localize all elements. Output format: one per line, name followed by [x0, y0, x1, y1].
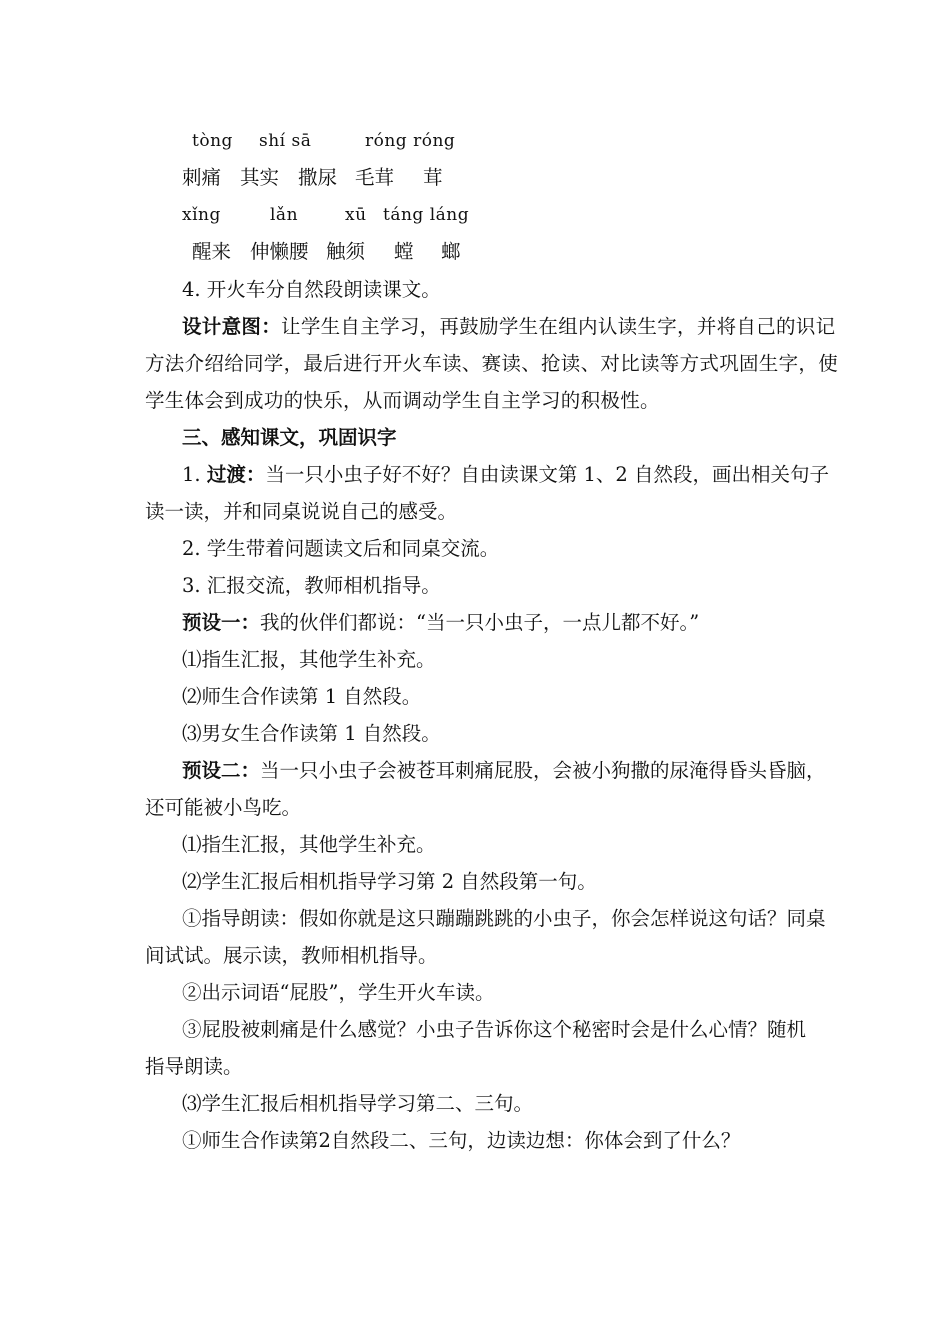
- sub-1-line2: 间试试。展示读，教师相机指导。: [145, 944, 438, 967]
- pinyin-rong-rong: róng róng: [365, 131, 456, 151]
- section-heading: 三、感知课文，巩固识字: [182, 426, 397, 449]
- pinyin-xing: xǐng: [182, 205, 221, 225]
- item-1-line1: [182, 463, 829, 487]
- item-1-text1: 当一只小虫子好不好？自由读课文第 1、2 自然段，画出相关句子: [265, 463, 830, 486]
- preset-2-line1: [182, 759, 826, 783]
- pinyin-xu: xū: [345, 205, 367, 225]
- word-saniao: 撒尿: [298, 166, 338, 189]
- pinyin-tong: tòng: [192, 131, 233, 151]
- design-intent-line3: 学生体会到成功的快乐，从而调动学生自主学习的积极性。: [145, 389, 660, 412]
- word-chuxu: 触须: [326, 240, 366, 263]
- preset-1-label: 预设一：: [182, 611, 261, 634]
- word-tang: 螳: [394, 240, 414, 263]
- preset-1-step-1: ⑴指生汇报，其他学生补充。: [182, 648, 436, 671]
- preset-2-line2: 还可能被小鸟吃。: [145, 796, 302, 819]
- preset-1: [182, 611, 699, 635]
- word-shenlanyao: 伸懒腰: [250, 240, 309, 263]
- preset-2-step-2: ⑵学生汇报后相机指导学习第 2 自然段第一句。: [182, 870, 597, 893]
- sub-3-line2: 指导朗读。: [145, 1055, 243, 1078]
- preset-1-step-2: ⑵师生合作读第 1 自然段。: [182, 685, 422, 708]
- design-intent-label: 设计意图：: [182, 315, 282, 338]
- sub-2: ②出示词语“屁股”，学生开火车读。: [182, 981, 495, 1004]
- word-rong: 茸: [423, 166, 443, 189]
- preset-2-step-1: ⑴指生汇报，其他学生补充。: [182, 833, 436, 856]
- word-qishi: 其实: [240, 166, 280, 189]
- item-2: 2. 学生带着问题读文后和同桌交流。: [182, 537, 500, 560]
- item-1-label: 过渡：: [206, 463, 266, 486]
- step-3b: ⑶学生汇报后相机指导学习第二、三句。: [182, 1092, 534, 1115]
- design-intent-line1: [182, 315, 835, 339]
- preset-2-label: 预设二：: [182, 759, 261, 782]
- preset-1-text: 我的伙伴们都说：“当一只小虫子，一点儿都不好。”: [260, 611, 700, 634]
- item-1-num: 1.: [182, 463, 201, 486]
- preset-2-text1: 当一只小虫子会被苍耳刺痛屁股，会被小狗撒的尿淹得昏头昏脑，: [260, 759, 826, 782]
- pinyin-shi-sa: shí sā: [259, 131, 312, 151]
- sub-4: ①师生合作读第2自然段二、三句，边读边想：你体会到了什么？: [182, 1129, 741, 1152]
- item-3: 3. 汇报交流，教师相机指导。: [182, 574, 441, 597]
- preset-1-step-3: ⑶男女生合作读第 1 自然段。: [182, 722, 441, 745]
- pinyin-tang-lang: táng láng: [383, 205, 470, 225]
- sub-1-line1: ①指导朗读：假如你就是这只蹦蹦跳跳的小虫子，你会怎样说这句话？同桌: [182, 907, 826, 930]
- design-intent-line2: 方法介绍给同学，最后进行开火车读、赛读、抢读、对比读等方式巩固生字，使: [145, 352, 839, 375]
- word-citong: 刺痛: [182, 166, 222, 189]
- word-maorong: 毛茸: [355, 166, 395, 189]
- step-4: 4. 开火车分自然段朗读课文。: [182, 278, 441, 301]
- design-intent-text1: 让学生自主学习，再鼓励学生在组内认读生字，并将自己的识记: [281, 315, 836, 338]
- word-xinglai: 醒来: [192, 240, 232, 263]
- sub-3-line1: ③屁股被刺痛是什么感觉？小虫子告诉你这个秘密时会是什么心情？随机: [182, 1018, 807, 1041]
- item-1-line2: 读一读，并和同桌说说自己的感受。: [145, 500, 458, 523]
- pinyin-lan: lǎn: [270, 205, 299, 225]
- word-lang: 螂: [441, 240, 461, 263]
